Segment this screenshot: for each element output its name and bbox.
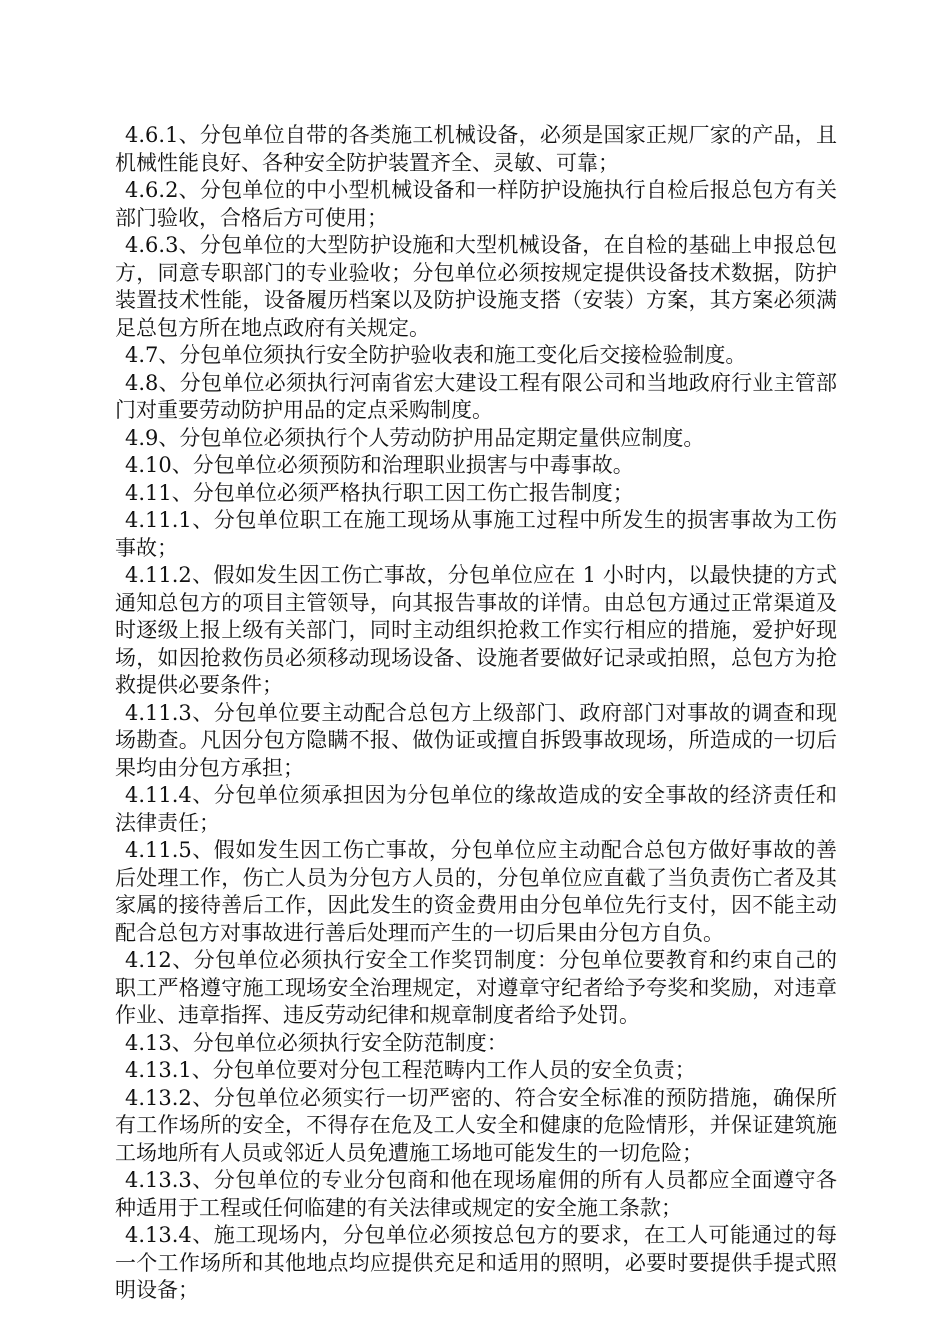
paragraph-4-11-5: 4.11.5、假如发生因工伤亡事故，分包单位应主动配合总包方做好事故的善后处理工作，伤亡人员为分包方人员的，分包单位应直截了当负责伤亡者及其家属的接待善后工作，因此发生的资金费用由分包单位先行支付，因不能主动配合总包方对事故进行善后处理而产生的一切后果由分包方自负。: [115, 838, 837, 945]
paragraph-4-11-1: 4.11.1、分包单位职工在施工现场从事施工过程中所发生的损害事故为工伤事故；: [115, 508, 837, 560]
paragraph-4-7: 4.7、分包单位须执行安全防护验收表和施工变化后交接检验制度。: [125, 343, 747, 367]
paragraph-4-12: 4.12、分包单位必须执行安全工作奖罚制度：分包单位要教育和约束自己的职工严格遵守施工现场安全治理规定，对遵章守纪者给予夸奖和奖励，对违章作业、违章指挥、违反劳动纪律和规章制度者给予处罚。: [115, 948, 837, 1027]
paragraph-4-9: 4.9、分包单位必须执行个人劳动防护用品定期定量供应制度。: [125, 425, 705, 450]
paragraph-4-6-2: 4.6.2、分包单位的中小型机械设备和一样防护设施执行自检后报总包方有关部门验收，合格后方可使用；: [115, 178, 837, 230]
paragraph-4-13-1: 4.13.1、分包单位要对分包工程范畴内工作人员的安全负责；: [125, 1058, 696, 1082]
paragraph-4-13: 4.13、分包单位必须执行安全防范制度：: [125, 1030, 508, 1055]
paragraph-4-11-2: 4.11.2、假如发生因工伤亡事故，分包单位应在 1 小时内，以最快捷的方式通知总包方的项目主管领导，向其报告事故的详情。由总包方通过正常渠道及时逐级上报上级有关部门，同时主动组织抢救工作实行相应的措施，爱护好现场，如因抢救伤员必须移动现场设备、设施者要做好记录或拍照，总包方为抢救提供必要条件；: [115, 563, 837, 697]
paragraph-4-6-1: 4.6.1、分包单位自带的各类施工机械设备，必须是国家正规厂家的产品，且机械性能良好、各种安全防护装置齐全、灵敏、可靠；: [115, 123, 837, 175]
paragraph-4-8: 4.8、分包单位必须执行河南省宏大建设工程有限公司和当地政府行业主管部门对重要劳动防护用品的定点采购制度。: [115, 370, 837, 422]
paragraph-4-10: 4.10、分包单位必须预防和治理职业损害与中毒事故。: [125, 453, 634, 477]
document-page: [115, 122, 837, 1305]
paragraph-4-11-4: 4.11.4、分包单位须承担因为分包单位的缘故造成的安全事故的经济责任和法律责任；: [115, 783, 837, 835]
paragraph-4-11-3: 4.11.3、分包单位要主动配合总包方上级部门、政府部门对事故的调查和现场勘查。凡因分包方隐瞒不报、做伪证或擅自拆毁事故现场，所造成的一切后果均由分包方承担；: [115, 700, 837, 780]
paragraph-4-13-4: 4.13.4、施工现场内，分包单位必须按总包方的要求，在工人可能通过的每一个工作场所和其他地点均应提供充足和适用的照明，必要时要提供手提式照明设备；: [115, 1223, 837, 1302]
paragraph-4-11: 4.11、分包单位必须严格执行职工因工伤亡报告制度；: [125, 480, 634, 505]
paragraph-4-13-2: 4.13.2、分包单位必须实行一切严密的、符合安全标准的预防措施，确保所有工作场所的安全，不得存在危及工人安全和健康的危险情形，并保证建筑施工场地所有人员或邻近人员免遭施工场地可能发生的一切危险；: [115, 1085, 837, 1165]
paragraph-4-13-3: 4.13.3、分包单位的专业分包商和他在现场雇佣的所有人员都应全面遵守各种适用于工程或任何临建的有关法律或规定的安全施工条款；: [115, 1168, 837, 1220]
paragraph-4-6-3: 4.6.3、分包单位的大型防护设施和大型机械设备，在自检的基础上申报总包方，同意专职部门的专业验收；分包单位必须按规定提供设备技术数据，防护装置技术性能，设备履历档案以及防护设施支搭（安装）方案，其方案必须满足总包方所在地点政府有关规定。: [115, 233, 837, 340]
